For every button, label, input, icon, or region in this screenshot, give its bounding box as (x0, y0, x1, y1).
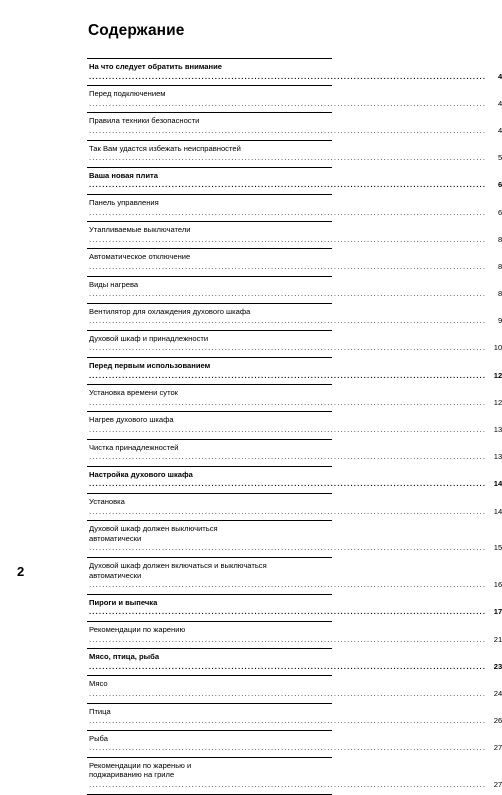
toc-entry-page: 8 (497, 261, 502, 271)
leader-dots: ........................................................................................................................ (89, 316, 487, 326)
toc-entry-text (89, 307, 486, 326)
toc-entry-page: 13 (493, 425, 502, 435)
toc-entry-text (89, 470, 486, 489)
toc-section-entry (87, 167, 502, 194)
toc-entry-label: Установка (89, 497, 125, 506)
toc-entry-text (89, 497, 486, 516)
toc-entry (87, 757, 502, 795)
toc-entry-text (89, 625, 486, 644)
toc-entry (87, 85, 502, 112)
toc-entry-page: 16 (493, 580, 502, 590)
leader-dots: ........................................................................................................................ (89, 98, 487, 108)
leader-dots: ........................................................................................................................ (89, 71, 487, 81)
toc-entry-page: 6 (497, 207, 502, 217)
leader-dots: ........................................................................................................................ (89, 607, 487, 617)
toc-entry-page: 6 (497, 180, 502, 190)
page-number: 2 (17, 564, 25, 579)
leader-dots: ........................................................................................................................ (89, 234, 487, 244)
toc-entry-label: Виды нагрева (89, 279, 139, 289)
toc-entry-label: Автоматическое отключение (89, 252, 191, 262)
toc-entry (87, 439, 502, 466)
toc-entry-text (89, 361, 486, 380)
toc-entry-text (89, 62, 486, 81)
toc-section-entry (87, 648, 502, 675)
leader-dots: ........................................................................................................................ (89, 634, 487, 644)
toc-entry-page: 21 (493, 634, 502, 644)
leader-dots: ........................................................................................................................ (89, 506, 487, 516)
toc-entry-page: 17 (493, 607, 502, 617)
toc-entry-page: 5 (497, 153, 502, 163)
toc-entry-text (89, 761, 486, 790)
toc-entry-text (89, 524, 486, 553)
toc-entry-label: Мясо (89, 679, 108, 689)
toc-entry (87, 221, 502, 248)
toc-entry-label: Рыба (89, 733, 108, 743)
toc-entry (87, 140, 502, 167)
toc-entry-label: Утапливаемые выключатели (89, 225, 191, 235)
toc-entry-label: Чистка принадлежностей (89, 442, 179, 452)
table-of-contents (87, 58, 502, 795)
toc-entry-label: Духовой шкаф должен включаться и выключаться автоматически (89, 560, 267, 580)
toc-entry (87, 248, 502, 275)
toc-entry-page: 8 (497, 289, 502, 299)
toc-section-entry (87, 357, 502, 384)
toc-entry-page: 26 (493, 716, 502, 726)
toc-entry-label: Нагрев духового шкафа (89, 415, 174, 425)
leader-dots: ........................................................................................................................ (89, 370, 487, 380)
toc-entry-page: 12 (493, 370, 502, 380)
toc-entry (87, 276, 502, 303)
toc-entry (87, 675, 502, 702)
toc-entry-page: 27 (493, 743, 502, 753)
toc-entry-label: Перед первым использованием (89, 361, 211, 371)
leader-dots: ........................................................................................................................ (89, 207, 487, 217)
leader-dots: ........................................................................................................................ (89, 780, 487, 790)
page-title: Содержание (88, 22, 185, 39)
toc-entry-page: 14 (493, 506, 502, 516)
toc-entry (87, 411, 502, 438)
leader-dots: ........................................................................................................................ (89, 125, 487, 135)
toc-entry-text (89, 679, 486, 698)
toc-entry (87, 557, 502, 594)
leader-dots: ........................................................................................................................ (89, 688, 487, 698)
toc-entry (87, 384, 502, 411)
toc-entry-text (89, 734, 486, 753)
leader-dots: ........................................................................................................................ (89, 479, 487, 489)
toc-entry (87, 520, 502, 557)
leader-dots: ........................................................................................................................ (89, 180, 487, 190)
toc-entry-label: Правила техники безопасности (89, 116, 200, 126)
toc-entry (87, 330, 502, 357)
toc-section-entry (87, 594, 502, 621)
toc-entry-page: 8 (497, 234, 502, 244)
toc-entry-page: 24 (493, 688, 502, 698)
toc-entry-page: 10 (493, 343, 502, 353)
toc-entry-text (89, 561, 486, 590)
leader-dots: ........................................................................................................................ (89, 425, 487, 435)
leader-dots: ........................................................................................................................ (89, 743, 487, 753)
toc-entry-page: 12 (493, 397, 502, 407)
toc-entry-text (89, 388, 486, 407)
toc-entry (87, 194, 502, 221)
toc-entry-text (89, 598, 486, 617)
toc-entry-label: Духовой шкаф и принадлежности (89, 333, 209, 343)
toc-entry (87, 303, 502, 330)
toc-entry-label: Пироги и выпечка (89, 597, 158, 607)
toc-entry (87, 703, 502, 730)
toc-entry-label: На что следует обратить внимание (89, 62, 222, 71)
toc-entry-label: Перед подключением (89, 89, 166, 99)
toc-entry-page: 27 (493, 780, 502, 790)
toc-entry-text (89, 707, 486, 726)
toc-entry (87, 621, 502, 648)
leader-dots: ........................................................................................................................ (89, 289, 487, 299)
toc-section-entry (87, 58, 502, 85)
toc-entry-label: Так Вам удастся избежать неисправностей (89, 143, 241, 153)
toc-entry-text (89, 144, 486, 163)
toc-entry-label: Духовой шкаф должен выключиться автоматически (89, 524, 218, 543)
leader-dots: ........................................................................................................................ (89, 580, 487, 590)
toc-entry-text (89, 652, 486, 671)
leader-dots: ........................................................................................................................ (89, 716, 487, 726)
toc-entry-page: 4 (497, 125, 502, 135)
toc-entry (87, 493, 502, 520)
toc-entry-text (89, 89, 486, 108)
toc-entry-text (89, 415, 486, 434)
toc-entry-label: Рекомендации по жарению (89, 624, 186, 634)
leader-dots: ........................................................................................................................ (89, 261, 487, 271)
toc-entry-label: Вентилятор для охлаждения духового шкафа (89, 306, 251, 316)
toc-entry-label: Мясо, птица, рыба (89, 652, 160, 662)
toc-entry-text (89, 334, 486, 353)
toc-entry-text (89, 116, 486, 135)
toc-entry (87, 730, 502, 757)
toc-entry-page: 4 (497, 98, 502, 108)
toc-entry-text (89, 280, 486, 299)
toc-entry-page: 9 (497, 316, 502, 326)
leader-dots: ........................................................................................................................ (89, 153, 487, 163)
toc-entry-label: Установка времени суток (89, 388, 179, 398)
leader-dots: ........................................................................................................................ (89, 452, 487, 462)
leader-dots: ........................................................................................................................ (89, 661, 487, 671)
toc-entry-page: 4 (497, 71, 502, 81)
toc-entry-label: Ваша новая плита (89, 170, 158, 180)
toc-entry-label: Настройка духового шкафа (89, 469, 193, 479)
toc-entry-label: Птица (89, 706, 111, 716)
toc-entry-page: 13 (493, 452, 502, 462)
toc-entry-page: 23 (493, 661, 502, 671)
toc-entry-label: Рекомендации по жаренью и поджариванию на гриле (89, 760, 192, 780)
toc-entry-label: Панель управления (89, 197, 159, 207)
toc-entry-text (89, 225, 486, 244)
toc-section-entry (87, 466, 502, 493)
toc-entry-text (89, 252, 486, 271)
toc-entry-text (89, 443, 486, 462)
leader-dots: ........................................................................................................................ (89, 397, 487, 407)
leader-dots: ........................................................................................................................ (89, 543, 487, 553)
toc-entry-page: 15 (493, 543, 502, 553)
leader-dots: ........................................................................................................................ (89, 343, 487, 353)
toc-entry-text (89, 198, 486, 217)
toc-entry-text (89, 171, 486, 190)
toc-entry (87, 112, 502, 139)
toc-entry-page: 14 (493, 479, 502, 489)
